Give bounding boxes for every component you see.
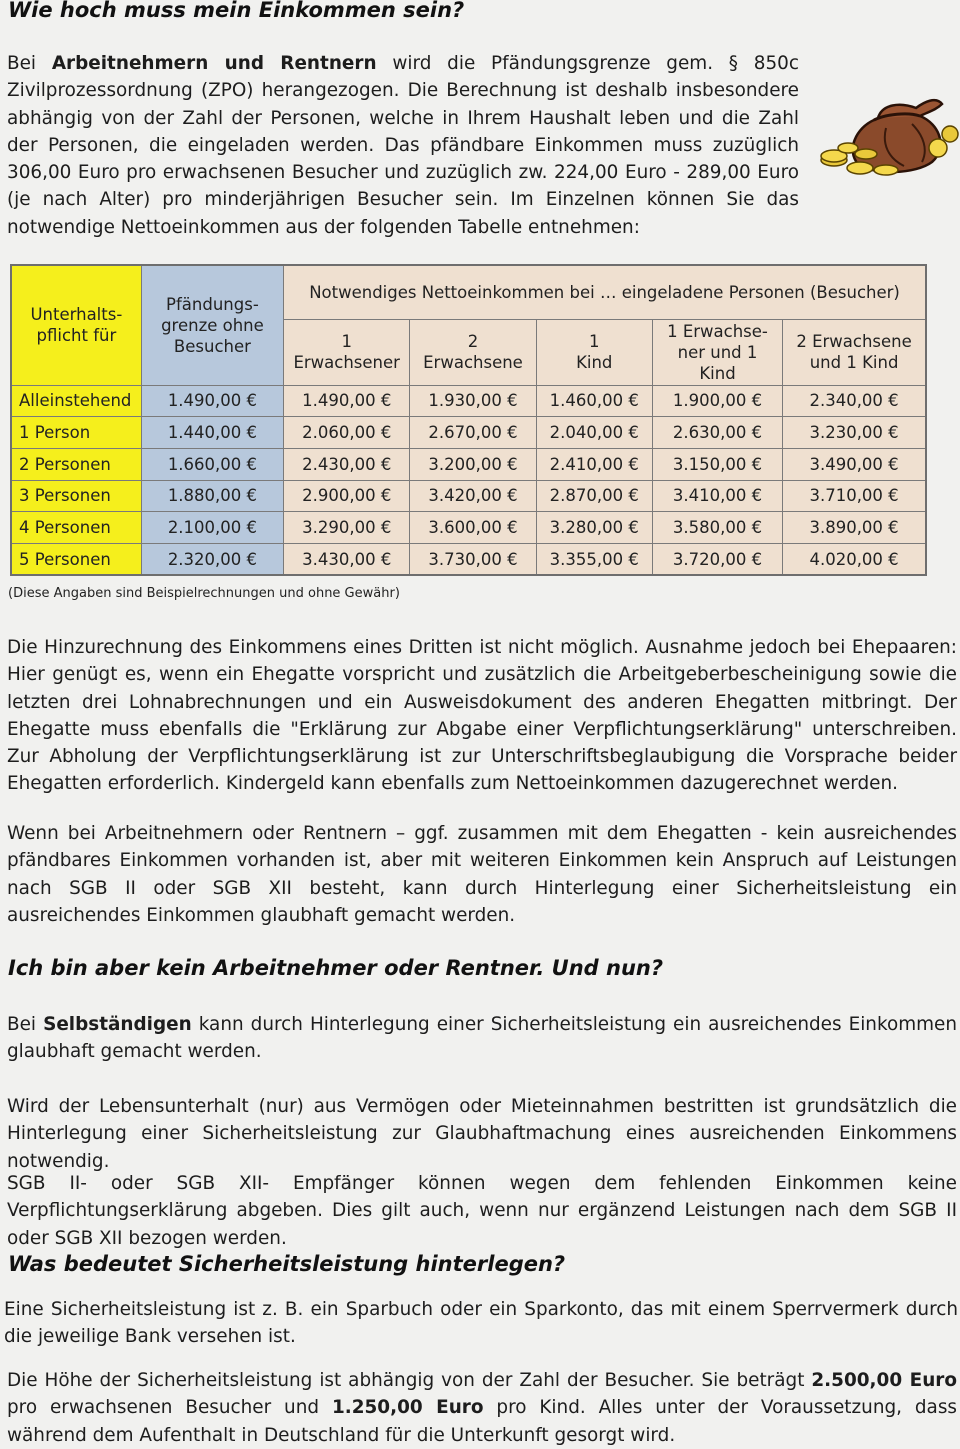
table-cell: 1.490,00 € [284,385,410,417]
table-cell: 2.900,00 € [284,480,410,512]
table-cell: 3.200,00 € [410,448,536,480]
table-cell: 2.340,00 € [783,385,926,417]
header-nettoeinkommen-group: Notwendiges Nettoeinkommen bei … eingeladene Personen (Besucher) [284,265,926,319]
table-cell: 1.660,00 € [141,448,283,480]
table-cell: 3.730,00 € [410,543,536,575]
page-title: Wie hoch muss mein Einkommen sein? [8,0,465,22]
table-cell: 3.290,00 € [284,512,410,544]
subheader-1-kind: 1 Kind [536,319,652,385]
section-heading-sicherheitsleistung: Was bedeutet Sicherheitsleistung hinterlegen? [8,1252,566,1276]
table-cell: 1.880,00 € [141,480,283,512]
table-cell: 2.040,00 € [536,417,652,449]
table-cell: 3.430,00 € [284,543,410,575]
table-cell: 3.890,00 € [783,512,926,544]
subheader-1-erwachsener-1-kind: 1 Erwachse- ner und 1 Kind [652,319,782,385]
table-cell: 3.720,00 € [652,543,782,575]
subheader-2-erwachsene-1-kind: 2 Erwachsene und 1 Kind [783,319,926,385]
table-cell: 3.280,00 € [536,512,652,544]
table-cell: 3.410,00 € [652,480,782,512]
row-label: 2 Personen [11,448,141,480]
table-cell: 3.580,00 € [652,512,782,544]
row-label: 5 Personen [11,543,141,575]
table-row [11,417,926,449]
table-cell: 3.230,00 € [783,417,926,449]
paragraph-arbeitnehmer-rentner: Wenn bei Arbeitnehmern oder Rentnern – ggf. zusammen mit dem Ehegatten - kein ausreichendes pfändbares Einkommen vorhanden ist, aber mit weiteren Einkommen kein Anspruch auf Leistungen nach SGB II oder SGB XII besteht, kann durch Hinterlegung einer Sicherheitsleistung ein ausreichendes Einkommen glaubhaft gemacht werden. [7,823,957,926]
paragraph-lebensunterhalt: Wird der Lebensunterhalt (nur) aus Vermögen oder Mieteinnahmen bestritten ist grundsätzlich die Hinterlegung einer Sicherheitsleistung zur Glaubhaftmachung eines ausreichenden Einkommens notwendig. [7,1096,957,1172]
row-label: 3 Personen [11,480,141,512]
table-cell: 2.670,00 € [410,417,536,449]
intro-paragraph: Bei Arbeitnehmern und Rentnern wird die Pfändungsgrenze gem. § 850c Zivilprozessordnung (ZPO) herangezogen. Die Berechnung ist deshalb insbesondere abhängig von der Zahl der Personen, welche in Ihrem Haushalt leben und die Zahl der Personen, die eingeladen werden. Das pfändbare Einkommen muss zuzüglich 306,00 Euro pro erwachsenen Besucher und zuzüglich zw. 224,00 Euro - 289,00 Euro (je nach Alter) pro minderjährigen Besucher sein. Im Einzelnen können Sie das notwendige Nettoeinkommen aus der folgenden Tabelle entnehmen: [7,53,799,238]
paragraph-hoehe: Die Höhe der Sicherheitsleistung ist abhängig von der Zahl der Besucher. Sie beträgt 2.500,00 Euro pro erwachsenen Besucher und 1.250,00 Euro pro Kind. Alles unter der Voraussetzung, dass während dem Aufenthalt in Deutschland für die Unterkunft gesorgt wird. [7,1370,958,1446]
table-cell: 3.150,00 € [652,448,782,480]
table-cell: 2.630,00 € [652,417,782,449]
row-label: 4 Personen [11,512,141,544]
section-heading-selbstaendige: Ich bin aber kein Arbeitnehmer oder Rentner. Und nun? [8,956,664,980]
row-label: 1 Person [11,417,141,449]
header-pfaendungsgrenze: Pfändungs- grenze ohne Besucher [141,265,283,385]
paragraph-selbstaendige: Bei Selbständigen kann durch Hinterlegung einer Sicherheitsleistung ein ausreichendes Einkommen glaubhaft gemacht werden. [7,1014,957,1063]
table-cell: 3.600,00 € [410,512,536,544]
table-cell: 1.460,00 € [536,385,652,417]
table-cell: 3.490,00 € [783,448,926,480]
table-row [11,385,926,417]
income-table [10,264,927,576]
table-cell: 3.420,00 € [410,480,536,512]
table-footnote: (Diese Angaben sind Beispielrechnungen und ohne Gewähr) [8,586,400,601]
table-row [11,448,926,480]
header-unterhaltspflicht: Unterhalts- pflicht für [11,265,141,385]
subheader-1-erwachsener: 1 Erwachsener [284,319,410,385]
table-cell: 3.710,00 € [783,480,926,512]
table-cell: 2.100,00 € [141,512,283,544]
table-cell: 1.930,00 € [410,385,536,417]
table-cell: 2.430,00 € [284,448,410,480]
table-cell: 1.490,00 € [141,385,283,417]
table-cell: 2.410,00 € [536,448,652,480]
paragraph-hinzurechnung: Die Hinzurechnung des Einkommens eines Dritten ist nicht möglich. Ausnahme jedoch bei Ehepaaren: Hier genügt es, wenn ein Ehegatte vorspricht und zusätzlich die Arbeitgeberbescheinigung sowie die letzten drei Lohnabrechnungen und ein Ausweisdokument des anderen Ehegatten mitbringt. Der Ehegatte muss ebenfalls die "Erklärung zur Abgabe einer Verpflichtungserklärung" unterschreiben. Zur Abholung der Verpflichtungserklärung ist zur Unterschriftsbeglaubigung die Vorsprache beider Ehegatten erforderlich. Kindergeld kann ebenfalls zum Nettoeinkommen dazugerechnet werden. [7,637,957,795]
subheader-2-erwachsene: 2 Erwachsene [410,319,536,385]
table-cell: 3.355,00 € [536,543,652,575]
money-bag-icon [816,78,960,178]
table-cell: 1.900,00 € [652,385,782,417]
table-cell: 4.020,00 € [783,543,926,575]
paragraph-sgb: SGB II- oder SGB XII- Empfänger können wegen dem fehlenden Einkommen keine Verpflichtungserklärung abgeben. Dies gilt auch, wenn nur ergänzend Leistungen nach dem SGB II oder SGB XII bezogen werden. [7,1173,957,1249]
table-row [11,543,926,575]
table-row [11,480,926,512]
table-cell: 1.440,00 € [141,417,283,449]
table-cell: 2.320,00 € [141,543,283,575]
row-label: Alleinstehend [11,385,141,417]
paragraph-sicherheitsleistung: Eine Sicherheitsleistung ist z. B. ein Sparbuch oder ein Sparkonto, das mit einem Sperrvermerk durch die jeweilige Bank versehen ist. [4,1299,958,1348]
table-cell: 2.870,00 € [536,480,652,512]
table-cell: 2.060,00 € [284,417,410,449]
table-row [11,512,926,544]
